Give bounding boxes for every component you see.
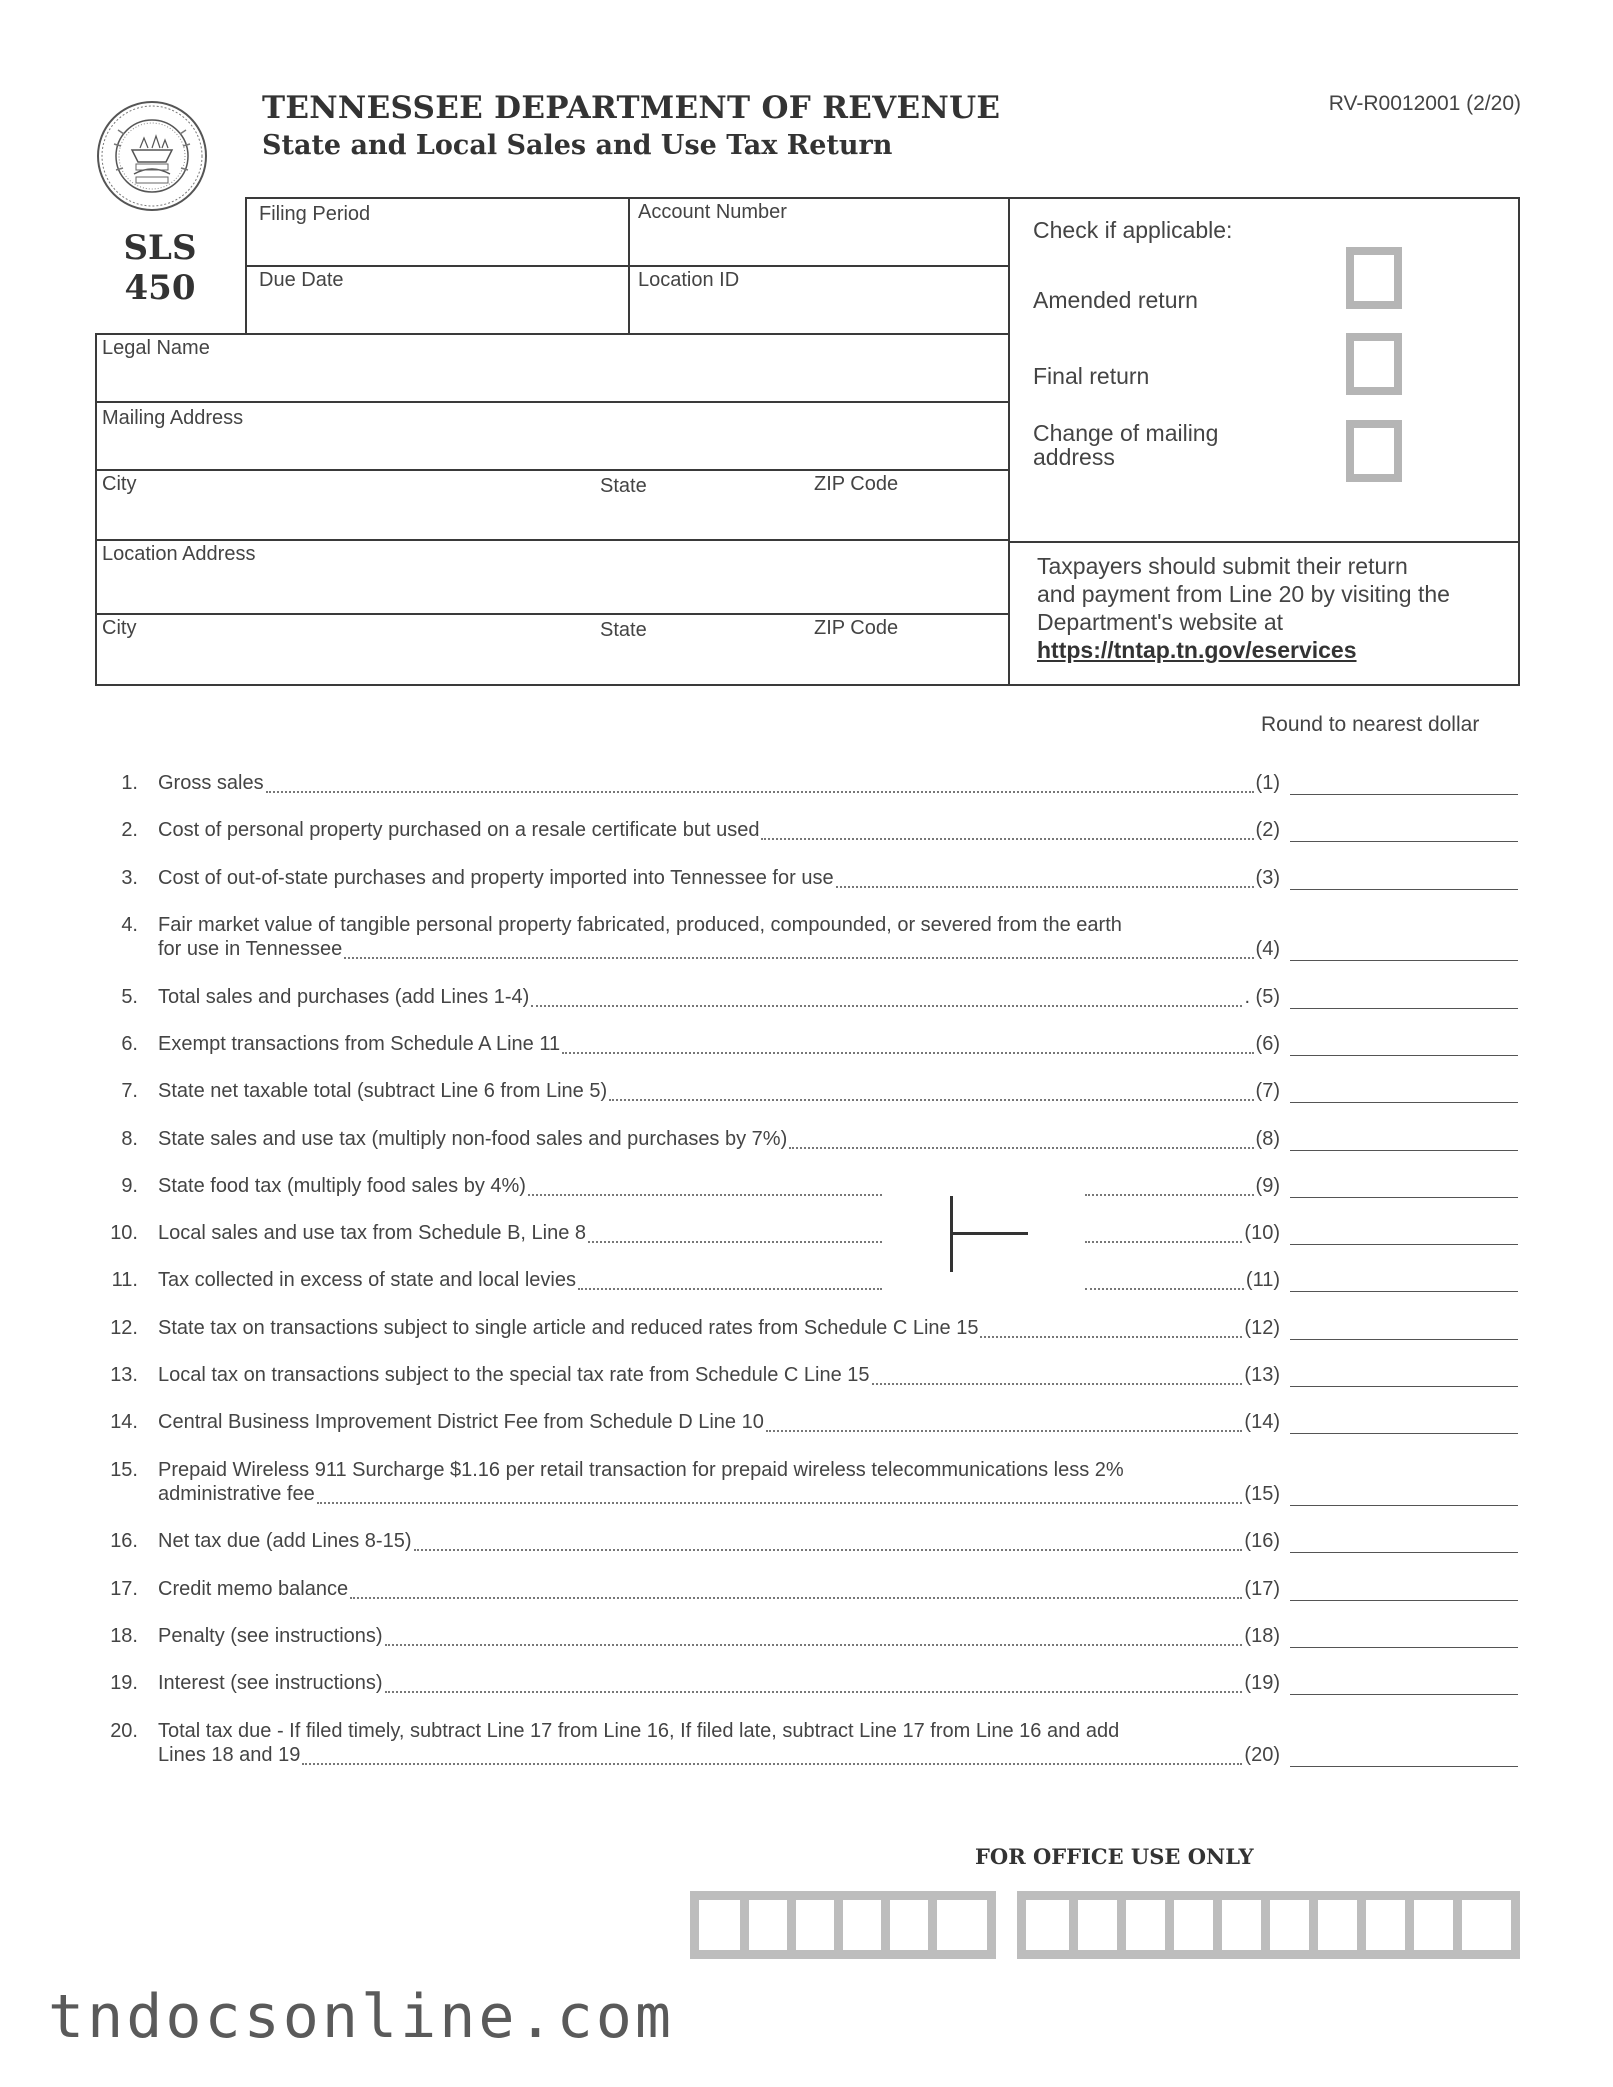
line-number: 8. bbox=[121, 1128, 138, 1150]
line-number: 16. bbox=[110, 1530, 138, 1552]
line-amount-field[interactable] bbox=[1290, 960, 1518, 961]
line-reference: (4) bbox=[1255, 938, 1280, 960]
line-reference: (1) bbox=[1255, 772, 1280, 794]
round-note: Round to nearest dollar bbox=[1261, 713, 1480, 736]
line-reference: (10) bbox=[1244, 1222, 1280, 1244]
line-number: 1. bbox=[121, 772, 138, 794]
dot-leader bbox=[980, 1336, 1242, 1338]
line-amount-field[interactable] bbox=[1290, 1600, 1518, 1601]
dot-leader bbox=[609, 1099, 1254, 1101]
line-reference: (12) bbox=[1244, 1317, 1280, 1339]
dot-leader bbox=[528, 1194, 882, 1196]
legal-name-label: Legal Name bbox=[102, 337, 210, 359]
bracket-mark-horizontal bbox=[950, 1232, 1028, 1235]
dot-leader bbox=[385, 1644, 1242, 1646]
mailing-address-label: Mailing Address bbox=[102, 407, 244, 429]
change-mailing-label-line1: Change of mailing bbox=[1033, 420, 1219, 446]
line-reference: (14) bbox=[1244, 1411, 1280, 1433]
line-number: 12. bbox=[110, 1317, 138, 1339]
line-text: Net tax due (add Lines 8-15) bbox=[158, 1530, 412, 1552]
dot-leader bbox=[578, 1288, 882, 1290]
line-number: 19. bbox=[110, 1672, 138, 1694]
line-amount-field[interactable] bbox=[1290, 1552, 1518, 1553]
line-number: 5. bbox=[121, 986, 138, 1008]
notice-line1: Taxpayers should submit their return bbox=[1037, 553, 1408, 579]
line-reference: (15) bbox=[1244, 1483, 1280, 1505]
notice-line3: Department's website at bbox=[1037, 609, 1284, 635]
location-state-label: State bbox=[600, 619, 647, 641]
final-return-label: Final return bbox=[1033, 363, 1150, 389]
line-number: 15. bbox=[110, 1459, 138, 1481]
line-text: Central Business Improvement District Fee from Schedule D Line 10 bbox=[158, 1411, 764, 1433]
line-amount-field[interactable] bbox=[1290, 1008, 1518, 1009]
eservices-link[interactable]: https://tntap.tn.gov/eservices bbox=[1037, 637, 1357, 663]
line-text-continued: Lines 18 and 19 bbox=[158, 1744, 301, 1766]
amended-return-label: Amended return bbox=[1033, 287, 1198, 313]
line-text: Cost of out-of-state purchases and property imported into Tennessee for use bbox=[158, 867, 834, 889]
dot-leader bbox=[872, 1383, 1242, 1385]
due-date-label: Due Date bbox=[259, 269, 344, 291]
line-reference: (13) bbox=[1244, 1364, 1280, 1386]
office-use-label: FOR OFFICE USE ONLY bbox=[975, 1844, 1254, 1869]
line-text: Tax collected in excess of state and local levies bbox=[158, 1269, 576, 1291]
line-reference: (19) bbox=[1244, 1672, 1280, 1694]
dot-leader bbox=[350, 1597, 1242, 1599]
line-reference: (2) bbox=[1255, 819, 1280, 841]
line-amount-field[interactable] bbox=[1290, 1102, 1518, 1103]
line-number: 11. bbox=[111, 1269, 138, 1291]
mailing-state-label: State bbox=[600, 475, 647, 497]
dot-leader bbox=[789, 1147, 1254, 1149]
line-text: Total tax due - If filed timely, subtract Line 17 from Line 16, If filed late, subtract Line 17 from Line 16 and add bbox=[158, 1720, 1120, 1742]
location-city-label: City bbox=[102, 617, 137, 639]
line-text: State net taxable total (subtract Line 6 from Line 5) bbox=[158, 1080, 608, 1102]
line-number: 18. bbox=[110, 1625, 138, 1647]
location-id-label: Location ID bbox=[638, 269, 740, 291]
mailing-city-label: City bbox=[102, 473, 137, 495]
form-subtitle: State and Local Sales and Use Tax Return bbox=[262, 130, 893, 161]
filing-period-label: Filing Period bbox=[259, 203, 371, 225]
line-number: 3. bbox=[121, 867, 138, 889]
location-zip-label: ZIP Code bbox=[814, 617, 899, 639]
line-number: 7. bbox=[121, 1080, 138, 1102]
line-amount-field[interactable] bbox=[1290, 1055, 1518, 1056]
line-amount-field[interactable] bbox=[1290, 1766, 1518, 1767]
line-amount-field[interactable] bbox=[1290, 1386, 1518, 1387]
line-text-continued: administrative fee bbox=[158, 1483, 315, 1505]
line-reference: (6) bbox=[1255, 1033, 1280, 1055]
line-text: Exempt transactions from Schedule A Line 11 bbox=[158, 1033, 561, 1055]
line-amount-field[interactable] bbox=[1290, 794, 1518, 795]
line-amount-field[interactable] bbox=[1290, 1433, 1518, 1434]
line-text: Total sales and purchases (add Lines 1-4) bbox=[158, 986, 530, 1008]
dot-leader bbox=[414, 1549, 1242, 1551]
line-amount-field[interactable] bbox=[1290, 889, 1518, 890]
line-text: State tax on transactions subject to single article and reduced rates from Schedule C Line 15 bbox=[158, 1317, 979, 1339]
line-number: 6. bbox=[121, 1033, 138, 1055]
dot-leader bbox=[588, 1241, 882, 1243]
dot-leader bbox=[1085, 1241, 1242, 1243]
account-number-label: Account Number bbox=[638, 201, 787, 223]
line-text: Prepaid Wireless 911 Surcharge $1.16 per retail transaction for prepaid wireless telecommunications less 2% bbox=[158, 1459, 1124, 1481]
watermark: tndocsonline.com bbox=[48, 1982, 674, 2052]
line-reference: (20) bbox=[1244, 1744, 1280, 1766]
line-amount-field[interactable] bbox=[1290, 1150, 1518, 1151]
line-reference: (8) bbox=[1255, 1128, 1280, 1150]
location-address-label: Location Address bbox=[102, 543, 256, 565]
dot-leader bbox=[317, 1502, 1242, 1504]
line-text: State food tax (multiply food sales by 4%) bbox=[158, 1175, 526, 1197]
line-text: State sales and use tax (multiply non-food sales and purchases by 7%) bbox=[158, 1128, 788, 1150]
dot-leader bbox=[836, 886, 1254, 888]
line-number: 10. bbox=[110, 1222, 138, 1244]
line-amount-field[interactable] bbox=[1290, 1197, 1518, 1198]
dot-leader bbox=[266, 791, 1254, 793]
form-number-line1: SLS bbox=[123, 228, 197, 268]
line-reference: (11) bbox=[1245, 1269, 1280, 1291]
line-text: Interest (see instructions) bbox=[158, 1672, 383, 1694]
dot-leader bbox=[562, 1052, 1254, 1054]
office-use-box-right bbox=[1017, 1891, 1520, 1959]
dot-leader bbox=[531, 1005, 1242, 1007]
notice-line2: and payment from Line 20 by visiting the bbox=[1037, 581, 1450, 607]
line-amount-field[interactable] bbox=[1290, 1291, 1518, 1292]
line-number: 13. bbox=[110, 1364, 138, 1386]
line-reference: (18) bbox=[1244, 1625, 1280, 1647]
check-heading: Check if applicable: bbox=[1033, 217, 1233, 243]
line-number: 2. bbox=[121, 819, 138, 841]
office-use-box-left bbox=[690, 1891, 996, 1959]
dot-leader bbox=[344, 957, 1254, 959]
form-code: RV-R0012001 (2/20) bbox=[1328, 92, 1521, 115]
line-number: 20. bbox=[110, 1720, 138, 1742]
mailing-zip-label: ZIP Code bbox=[814, 473, 899, 495]
line-reference: (3) bbox=[1255, 867, 1280, 889]
dot-leader bbox=[302, 1763, 1242, 1765]
line-reference: (16) bbox=[1244, 1530, 1280, 1552]
dot-leader bbox=[761, 838, 1254, 840]
line-amount-field[interactable] bbox=[1290, 1505, 1518, 1506]
line-text: Penalty (see instructions) bbox=[158, 1625, 383, 1647]
dot-leader bbox=[766, 1430, 1242, 1432]
line-number: 9. bbox=[121, 1175, 138, 1197]
line-reference: (17) bbox=[1244, 1578, 1280, 1600]
line-reference: . (5) bbox=[1244, 986, 1280, 1008]
line-amount-field[interactable] bbox=[1290, 841, 1518, 842]
line-text: Local tax on transactions subject to the special tax rate from Schedule C Line 15 bbox=[158, 1364, 870, 1386]
line-text: Gross sales bbox=[158, 772, 264, 794]
line-amount-field[interactable] bbox=[1290, 1244, 1518, 1245]
change-mailing-label-line2: address bbox=[1033, 444, 1115, 470]
line-number: 14. bbox=[110, 1411, 138, 1433]
line-text: Local sales and use tax from Schedule B, Line 8 bbox=[158, 1222, 587, 1244]
line-amount-field[interactable] bbox=[1290, 1339, 1518, 1340]
line-amount-field[interactable] bbox=[1290, 1694, 1518, 1695]
dot-leader bbox=[385, 1691, 1242, 1693]
line-text: Cost of personal property purchased on a resale certificate but used bbox=[158, 819, 760, 841]
line-text-continued: for use in Tennessee bbox=[158, 938, 343, 960]
form-number-line2: 450 bbox=[124, 268, 196, 308]
line-text: Fair market value of tangible personal property fabricated, produced, compounded, or severed from the earth bbox=[158, 914, 1122, 936]
department-title: TENNESSEE DEPARTMENT OF REVENUE bbox=[262, 90, 1001, 126]
dot-leader bbox=[1085, 1288, 1244, 1290]
dot-leader bbox=[1085, 1194, 1254, 1196]
line-reference: (7) bbox=[1255, 1080, 1280, 1102]
line-reference: (9) bbox=[1255, 1175, 1280, 1197]
line-amount-field[interactable] bbox=[1290, 1647, 1518, 1648]
line-number: 17. bbox=[110, 1578, 138, 1600]
line-number: 4. bbox=[121, 914, 138, 936]
line-text: Credit memo balance bbox=[158, 1578, 349, 1600]
